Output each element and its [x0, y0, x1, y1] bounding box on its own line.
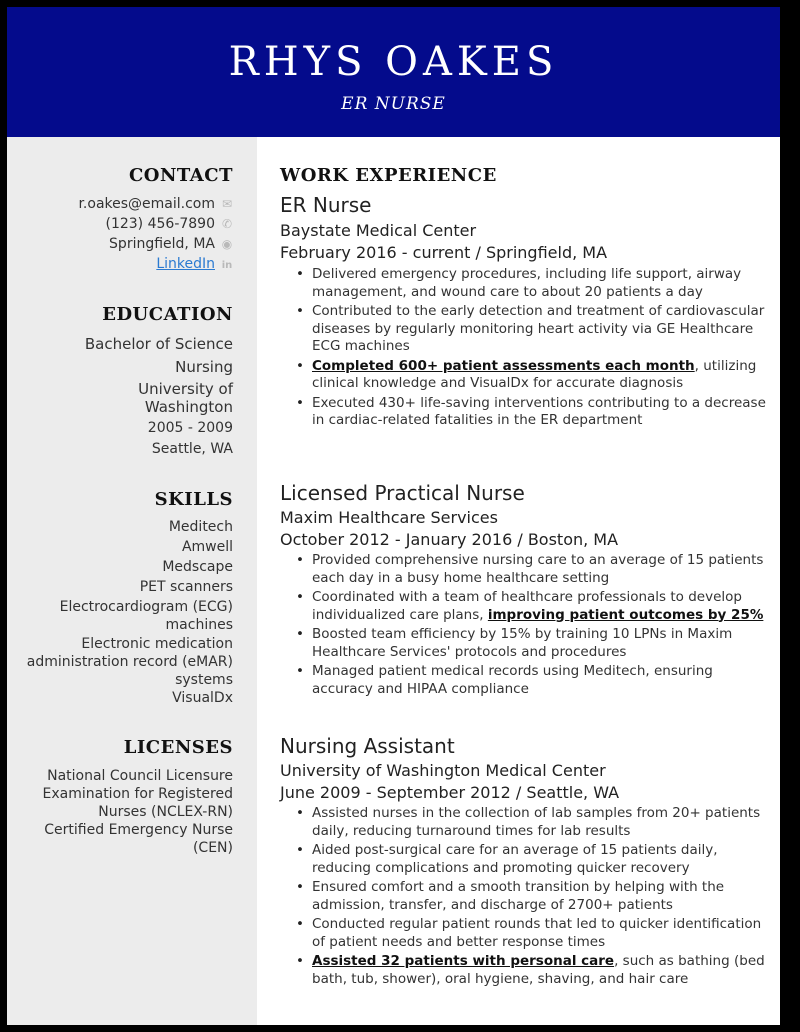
- bullet-item: • Delivered emergency procedures, including life support, airway management, and wound care to about 20 patients a day: [312, 266, 774, 301]
- header: [7, 7, 780, 137]
- job-company: Baystate Medical Center: [280, 221, 477, 240]
- job-location: Seattle, WA: [526, 783, 620, 802]
- job-company: Maxim Healthcare Services: [280, 508, 498, 527]
- bullet-item: • Boosted team efficiency by 15% by training 10 LPNs in Maxim Healthcare Services' protocols and procedures: [312, 626, 774, 661]
- skill-item: Medscape: [162, 559, 233, 575]
- bullet-item: • Completed 600+ patient assessments each month, utilizing clinical knowledge and VisualDx for accurate diagnosis: [312, 358, 774, 393]
- linkedin-icon: in: [221, 260, 233, 271]
- job-bullets: [294, 266, 774, 432]
- main-content: [280, 137, 766, 1025]
- bullet-item: • Contributed to the early detection and treatment of cardiovascular diseases by regularly monitoring heart activity via GE Healthcare ECG machines: [312, 303, 774, 356]
- job-location: Boston, MA: [527, 530, 619, 549]
- education-heading: EDUCATION: [102, 304, 233, 325]
- bullet-item: • Provided comprehensive nursing care to an average of 15 patients each day in a busy home healthcare setting: [312, 552, 774, 587]
- skill-item: PET scanners: [139, 579, 233, 595]
- job-separator: /: [470, 243, 486, 262]
- bullet-item: • Assisted nurses in the collection of lab samples from 20+ patients daily, reducing turnaround times for lab results: [312, 805, 774, 840]
- job-dates-location: [280, 243, 607, 262]
- map-pin-icon: ◉: [221, 237, 233, 251]
- license-item: National Council Licensure Examination for Registered Nurses (NCLEX-RN): [42, 768, 233, 820]
- education-years: 2005 - 2009: [147, 420, 233, 436]
- phone-text[interactable]: (123) 456-7890: [105, 216, 215, 232]
- job-location: Springfield, MA: [485, 243, 608, 262]
- job-title: Nursing Assistant: [280, 734, 455, 758]
- job-bullets: [294, 805, 774, 990]
- job-dates: October 2012 - January 2016: [280, 530, 513, 549]
- bullet-item: • Coordinated with a team of healthcare professionals to develop individualized care plans, improving patient outcomes by 25%: [312, 589, 774, 624]
- job-bullets: [294, 552, 774, 700]
- bullet-item: • Conducted regular patient rounds that led to quicker identification of patient needs and better response times: [312, 916, 774, 951]
- education-degree: Bachelor of Science: [84, 335, 233, 353]
- resume-page: [7, 7, 780, 1025]
- contact-heading: CONTACT: [128, 165, 233, 186]
- highlight: Completed 600+ patient assessments each month: [312, 357, 695, 374]
- skill-item: Electronic medication administration record (eMAR) systems: [26, 636, 233, 688]
- skill-item: VisualDx: [172, 690, 233, 706]
- contact-location: [109, 234, 233, 254]
- contact-email[interactable]: [78, 194, 233, 214]
- linkedin-link[interactable]: LinkedIn: [156, 256, 215, 272]
- job-separator: /: [510, 783, 527, 802]
- job-dates: June 2009 - September 2012: [280, 783, 511, 802]
- license-item: Certified Emergency Nurse (CEN): [44, 822, 233, 856]
- phone-icon: ✆: [221, 217, 233, 231]
- licenses-heading: LICENSES: [123, 737, 233, 758]
- job-separator: /: [512, 530, 528, 549]
- job-title: Licensed Practical Nurse: [280, 481, 525, 505]
- job-dates-location: [280, 783, 619, 802]
- highlight: improving patient outcomes by 25%: [487, 606, 764, 623]
- contact-phone[interactable]: [106, 214, 234, 234]
- location-text: Springfield, MA: [109, 236, 215, 252]
- candidate-name: RHYS OAKES: [228, 39, 559, 85]
- skill-item: Electrocardiogram (ECG) machines: [59, 599, 233, 633]
- bullet-item: • Assisted 32 patients with personal care, such as bathing (bed bath, tub, shower), oral hygiene, shaving, and hair care: [312, 953, 774, 988]
- job-company: University of Washington Medical Center: [280, 761, 606, 780]
- job-dates: February 2016 - current: [280, 243, 471, 262]
- job-dates-location: [280, 530, 618, 549]
- work-experience-heading: WORK EXPERIENCE: [280, 165, 497, 186]
- education-location: Seattle, WA: [151, 441, 233, 457]
- bullet-item: • Managed patient medical records using Meditech, ensuring accuracy and HIPAA compliance: [312, 663, 774, 698]
- sidebar: [7, 137, 257, 1025]
- education-major: Nursing: [175, 358, 233, 376]
- skill-item: Meditech: [168, 519, 233, 535]
- bullet-item: • Ensured comfort and a smooth transition by helping with the admission, transfer, and discharge of 2700+ patients: [312, 879, 774, 914]
- email-text[interactable]: r.oakes@email.com: [78, 196, 215, 212]
- skill-item: Amwell: [181, 539, 233, 555]
- candidate-role: ER NURSE: [341, 94, 446, 114]
- highlight: Assisted 32 patients with personal care: [312, 953, 615, 969]
- education-school: University of Washington: [138, 380, 233, 416]
- bullet-item: • Executed 430+ life-saving interventions contributing to a decrease in cardiac-related fatalities in the ER department: [312, 395, 774, 430]
- skills-heading: SKILLS: [154, 489, 233, 510]
- envelope-icon: ✉: [221, 197, 233, 211]
- contact-linkedin[interactable]: [156, 254, 233, 276]
- bullet-item: • Aided post-surgical care for an average of 15 patients daily, reducing complications and promoting quicker recovery: [312, 842, 774, 877]
- job-title: ER Nurse: [280, 193, 372, 217]
